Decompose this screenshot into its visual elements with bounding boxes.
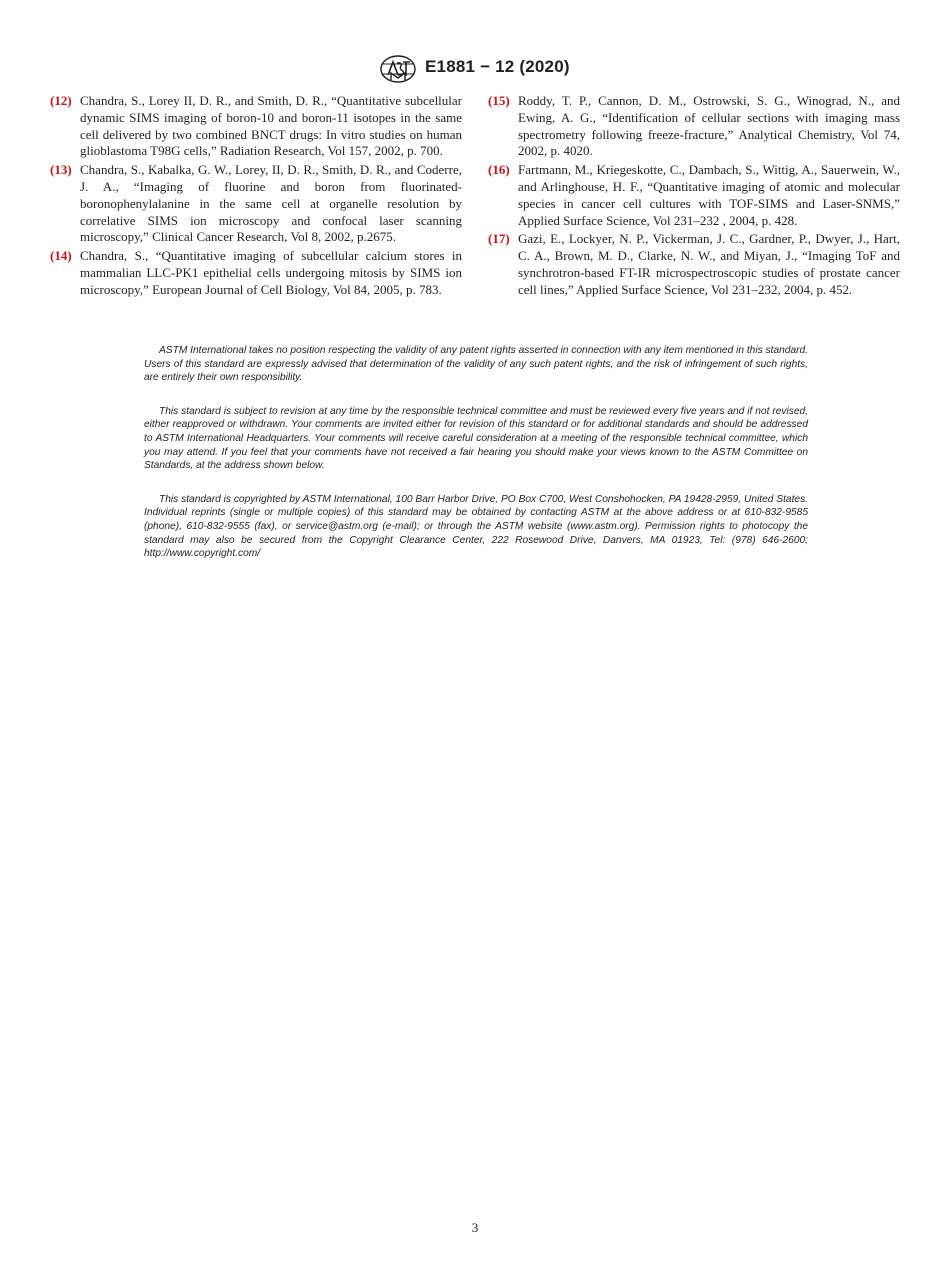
reference-number: (15) [488,93,510,108]
reference-number: (14) [50,248,72,264]
reference-item [50,248,462,298]
reference-item [488,93,900,160]
reference-text: Roddy, T. P., Cannon, D. M., Ostrowski, S. G., Winograd, N., and Ewing, A. G., “Identification of cellular sections with imaging mass spectrometry following freeze-fracture,” Analytical Chemistry, Vol 74, 2002, p. 4020. [518,93,900,159]
reference-number: (13) [50,162,72,178]
patent-notice: ASTM International takes no position respecting the validity of any patent rights asserted in connection with any item mentioned in this standard. Users of this standard are expressly advised that determination of the validity of any such patent rights, and the risk of infringement of such rights, are entirely their own responsibility. [144,345,808,384]
reference-number: (16) [488,162,510,178]
page-number: 3 [471,1220,479,1235]
references-left-column [50,93,462,301]
reference-number: (12) [50,93,72,108]
reference-item [50,162,462,246]
standard-designation: E1881 − 12 (2020) [425,57,570,76]
astm-logo-icon [379,54,417,84]
revision-notice: This standard is subject to revision at any time by the responsible technical committee and must be reviewed every five years and if not revised, either reapproved or withdrawn. Your comments are invited either for revision of this standard or for additional standards and should be addressed to ASTM International Headquarters. Your comments will receive careful consideration at a meeting of the responsible technical committee, which you may attend. If you feel that your comments have not received a fair hearing you should make your views known to the ASTM Committee on Standards, at the address shown below. [144,405,808,472]
reference-text: Chandra, S., Kabalka, G. W., Lorey, II, D. R., Smith, D. R., and Coderre, J. A., “Imaging of fluorine and boron from fluorinated-boronophenylalanine in the same cell at organelle resolution by correlative SIMS ion microscopy and confocal laser scanning microscopy,” Clinical Cancer Research, Vol 8, 2002, p.2675. [80,162,462,245]
references-right-column [488,93,900,301]
reference-number: (17) [488,231,510,247]
reference-text: Chandra, S., Lorey II, D. R., and Smith, D. R., “Quantitative subcellular dynamic SIMS imaging of boron-10 and boron-11 isotopes in the same cell delivered by two combined BNCT drugs: In vitro studies on human glioblastoma T98G cells,” Radiation Research, Vol 157, 2002, p. 700. [80,93,462,159]
copyright-notice: This standard is copyrighted by ASTM International, 100 Barr Harbor Drive, PO Box C700, West Conshohocken, PA 19428-2959, United States. Individual reprints (single or multiple copies) of this standard may be obtained by contacting ASTM at the above address or at 610-832-9585 (phone), 610-832-9555 (fax), or service@astm.org (e-mail); or through the ASTM website (www.astm.org). Permission rights to photocopy the standard may also be secured from the Copyright Clearance Center, 222 Rosewood Drive, Danvers, MA 01923, Tel: (978) 646-2600; http://www.copyright.com/ [144,493,808,560]
reference-text: Chandra, S., “Quantitative imaging of subcellular calcium stores in mammalian LLC-PK1 epithelial cells undergoing mitosis by SIMS ion microscopy,” European Journal of Cell Biology, Vol 84, 2005, p. 783. [80,248,462,297]
reference-item [50,93,462,160]
legal-notices [144,344,808,581]
reference-item [488,162,900,229]
page-header [0,52,950,86]
reference-item [488,231,900,298]
reference-text: Fartmann, M., Kriegeskotte, C., Dambach, S., Wittig, A., Sauerwein, W., and Arlinghouse, H. F., “Quantitative imaging of atomic and molecular species in cancer cell cultures with TOF-SIMS and Laser-SNMS,” Applied Surface Science, Vol 231–232 , 2004, p. 428. [518,162,900,228]
reference-text: Gazi, E., Lockyer, N. P., Vickerman, J. C., Gardner, P., Dwyer, J., Hart, C. A., Brown, M. D., Clarke, N. W., and Miyan, J., “Imaging ToF and synchrotron-based FT-IR microspectroscopic studies of prostate cancer cell lines,” Applied Surface Science, Vol 231–232, 2004, p. 452. [518,231,900,297]
